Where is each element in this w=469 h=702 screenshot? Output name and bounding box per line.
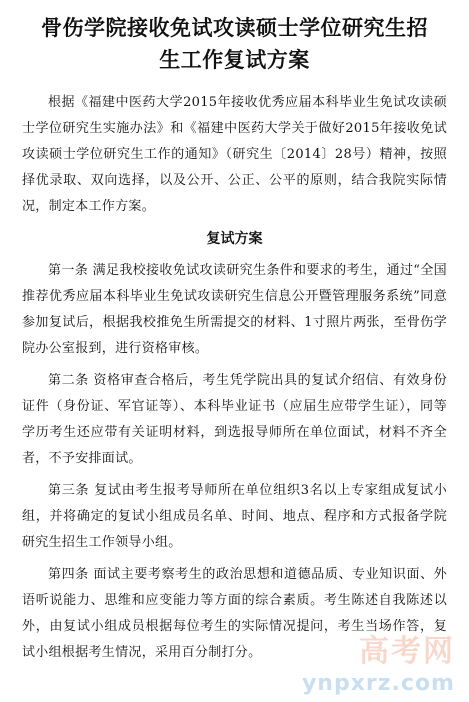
document-title [22,12,447,76]
article-2: 第二条 资格审查合格后，考生凭学院出具的复试介绍信、有效身份证件（身份证、军官证等）、本科毕业证书（应届生应带学生证），同等学历考生还应带有关证明材料，到选报导师所在单位面试，材料不齐全者，不予安排面试。 [22,373,447,466]
article-3: 第三条 复试由考生报考导师所在单位组织3名以上专家组成复试小组，并将确定的复试小组成员名单、时间、地点、程序和方式报备学院研究生招生工作领导小组。 [22,483,447,550]
watermark-url: ynpxrz.com [301,671,455,696]
title-line-1: 骨伤学院接收免试攻读硕士学位研究生招 [41,16,428,40]
title-line-2: 生工作复试方案 [159,48,310,72]
article-4: 第四条 面试主要考察考生的政治思想和道德品质、专业知识面、外语听说能力、思维和应变能力等方面的综合素质。考生陈述自我陈述以外，由复试小组成员根据每位考生的实际情况提问，考生当场作答，复试小组根据考生情况，采用百分制打分。 [22,567,447,660]
section-heading: 复试方案 [206,231,263,247]
intro-paragraph: 根据《福建中医药大学2015年接收优秀应届本科毕业生免试攻读硕士学位研究生实施办法》和《福建中医药大学关于做好2015年接收免试攻读硕士学位研究生工作的通知》（研究生〔2014〕28号）精神，按照择优录取、双向选择，以及公开、公正、公平的原则，结合我院实际情况，制定本工作方案。 [22,95,447,214]
watermark-logo-text: 高考网 [359,634,455,669]
article-1: 第一条 满足我校接收免试攻读研究生条件和要求的考生，通过“全国推荐优秀应届本科毕业生免试攻读研究生信息公开暨管理服务系统”同意参加复试后，根据我校推免生所需提交的材料、1寸照片两张，至骨伤学院办公室报到，进行资格审核。 [22,263,447,356]
